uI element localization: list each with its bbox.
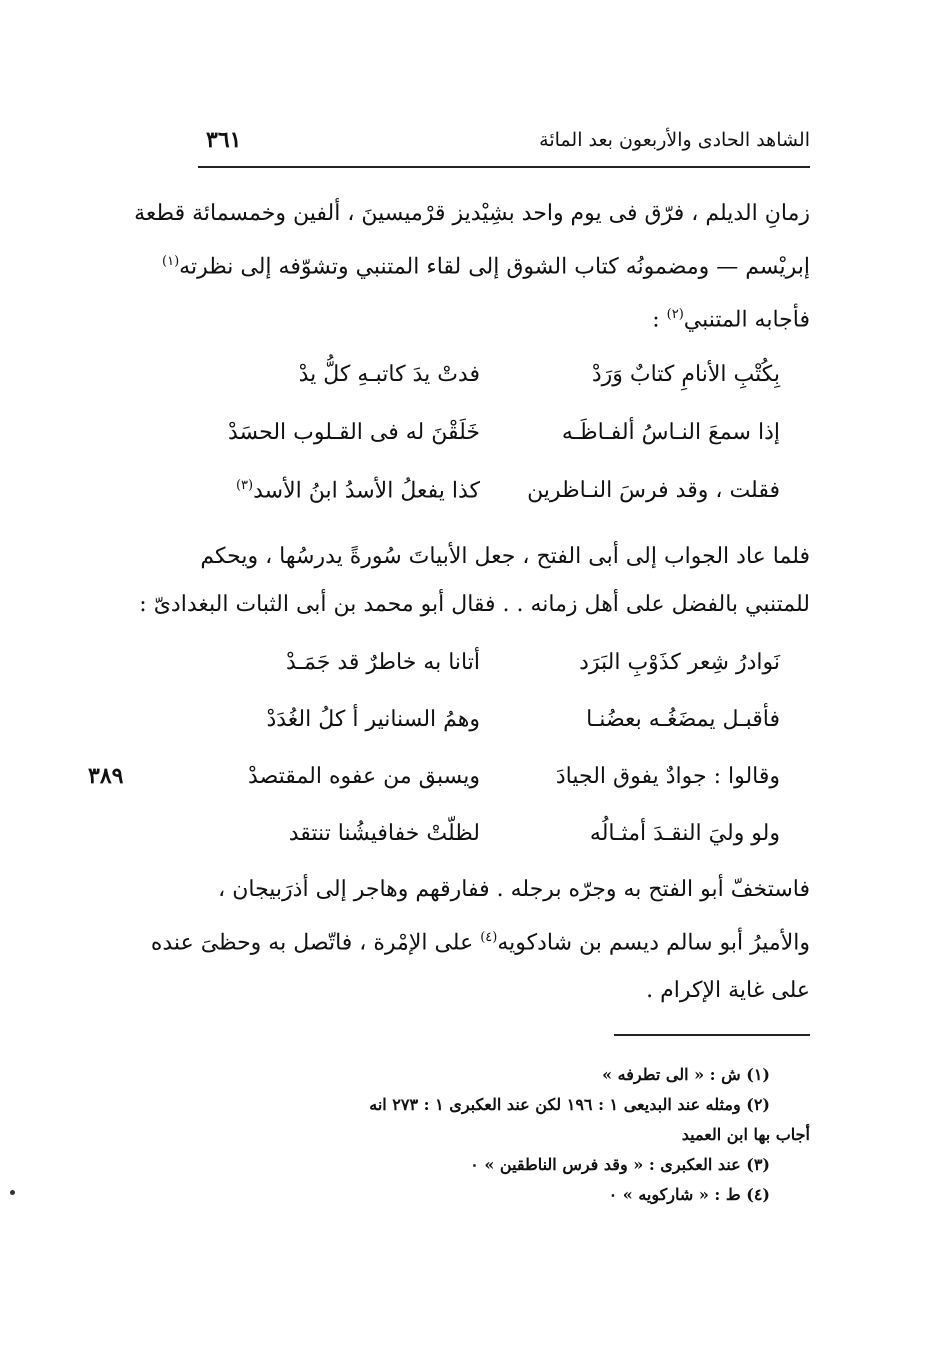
verse <box>210 468 780 526</box>
footnotes <box>196 1060 810 1210</box>
text-line-content: زمانِ الديلم ، فرّق فى يوم واحد بشِيْديز قرْميسينَ ، ألفين وخمسمائة قطعة <box>134 201 810 226</box>
scan-speck <box>10 1190 15 1195</box>
text-line: للمتنبي بالفضل على أهل زمانه . . فقال أبو محمد بن أبى الثبات البغدادىّ : <box>139 592 810 617</box>
hemistich-second <box>236 478 480 503</box>
hemistich-first: إذا سمعَ النـاسُ ألفـاظَـه <box>561 420 780 445</box>
text-line: على غاية الإكرام . <box>646 978 810 1004</box>
footnote-marker-1: (١) <box>162 254 180 269</box>
verse <box>210 640 780 697</box>
hemistich-text: كذا يفعلُ الأسدُ ابنُ الأسد <box>253 478 480 504</box>
hemistich-first: فقلت ، وقد فرسَ النـاظرين <box>527 478 780 503</box>
text-line <box>150 914 810 967</box>
text-line <box>134 190 810 238</box>
poem-2 <box>210 640 780 868</box>
paragraph-3 <box>150 866 810 1015</box>
text-line-content: فأجابه المتنبي <box>683 307 810 333</box>
margin-number: ٣٨٩ <box>88 763 124 789</box>
hemistich-second: فدتْ يدَ كاتبـهِ كلُّ يدْ <box>298 362 480 387</box>
header-rule <box>198 166 810 168</box>
text-line <box>162 238 810 291</box>
hemistich-first: فأقبـل يمضَغُـه بعضُنـا <box>586 707 780 732</box>
colon: : <box>652 307 660 333</box>
verse <box>210 352 780 410</box>
hemistich-first: ولو وليَ النقـدَ أمثـالُه <box>589 821 780 846</box>
hemistich-second: أتانا به خاطرٌ قد جَمَـدْ <box>286 650 480 675</box>
text-line-part: والأميرُ أبو سالم ديسم بن شادكويه <box>497 930 810 956</box>
footnote-rule <box>614 1034 810 1036</box>
hemistich-second: وهمُ السنانير أ كلُ الغُدَدْ <box>266 707 480 732</box>
poem-1 <box>210 352 780 526</box>
text-line: فاستخفّ أبو الفتح به وجرّه برجله . ففارقهم وهاجر إلى أذرَبيجان ، <box>218 877 810 902</box>
paragraph-2 <box>139 533 810 629</box>
hemistich-second: ويسبق من عفوه المقتصدْ <box>248 764 480 789</box>
footnote-4: (٤) ط : « شاركويه » ٠ <box>608 1185 770 1204</box>
footnote-marker-3: (٣) <box>235 478 254 493</box>
verse <box>210 697 780 754</box>
footnote-3: (٣) عند العكبرى : « وقد فرس الناطقين » ٠ <box>470 1155 770 1174</box>
verse <box>210 811 780 868</box>
hemistich-second: خَلَقْنَ له فى القـلوب الحسَدْ <box>227 420 480 445</box>
text-line-content: إبريْسم — ومضمونُه كتاب الشوق إلى لقاء المتنبي وتشوّفه إلى نظرته <box>179 254 810 280</box>
verse <box>210 754 780 811</box>
hemistich-first: بِكُتْبِ الأنامِ كتابٌ وَرَدْ <box>591 362 780 387</box>
hemistich-second: لظلّتْ خفافيشُنا تنتقد <box>288 821 480 846</box>
hemistich-first: وقالوا : جوادٌ يفوق الجيادَ <box>555 764 780 789</box>
paragraph-1 <box>134 190 810 345</box>
footnote-marker-4: (٤) <box>480 930 498 945</box>
text-line <box>196 291 810 344</box>
text-line: فلما عاد الجواب إلى أبى الفتح ، جعل الأبياتَ سُورةً يدرسُها ، ويحكم <box>200 544 810 569</box>
hemistich-first: نَوادرُ شِعر كذَوْبِ البَرَد <box>579 650 780 675</box>
footnote-1: (١) ش : « الى تطرفه » <box>602 1065 770 1084</box>
page-number: ٣٦١ <box>206 127 242 153</box>
running-title: الشاهد الحادى والأربعون بعد المائة <box>539 129 810 151</box>
verse <box>210 410 780 468</box>
footnote-2: (٢) ومثله عند البديعى ١ : ١٩٦ لكن عند العكبرى ١ : ٢٧٣ انه <box>369 1095 770 1114</box>
footnote-2-continued: أجاب بها ابن العميد <box>681 1125 810 1144</box>
footnote-marker-2: (٢) <box>666 307 684 323</box>
running-header <box>198 125 810 165</box>
text-line-part: على الإمْرة ، فاتّصل به وحظىَ عنده <box>150 930 481 956</box>
